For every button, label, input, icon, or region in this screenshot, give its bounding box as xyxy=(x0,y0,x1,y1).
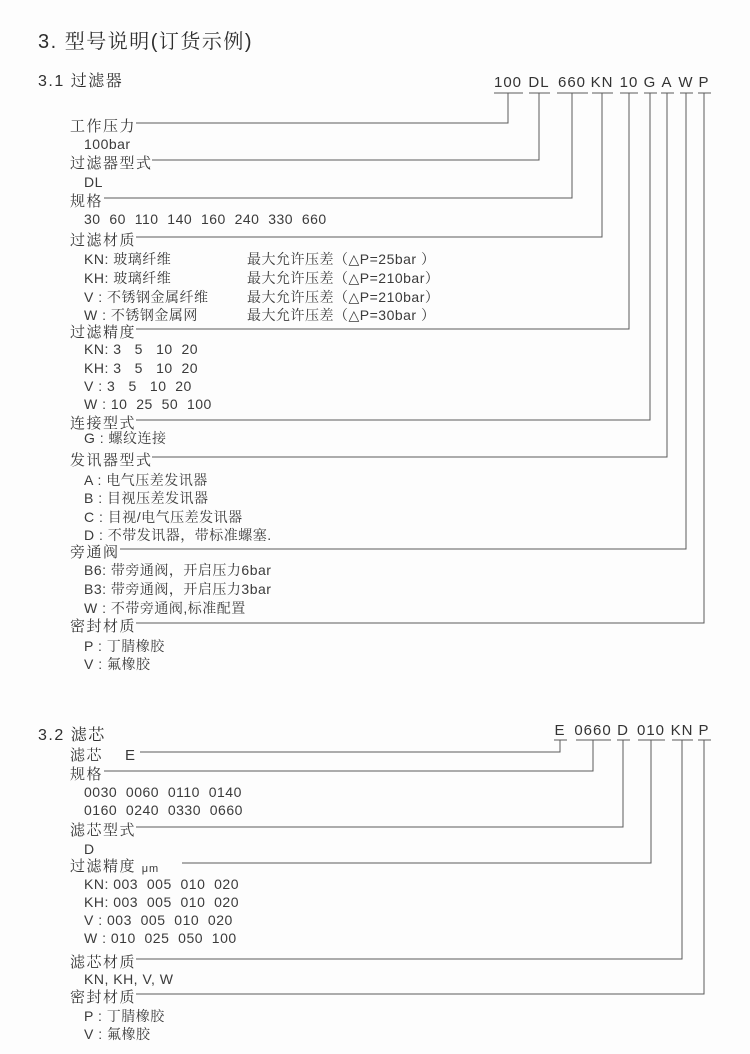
field-label-element xyxy=(70,744,137,765)
field-label-working-pressure: 工作压力 xyxy=(70,118,137,135)
option-row-accuracy-kh: KH: 3 5 10 20 xyxy=(84,360,199,376)
element-label-text: 滤芯 xyxy=(70,747,104,764)
field-label-indicator: 发讯器型式 xyxy=(70,452,153,469)
option-row-element-size-1: 0030 0060 0110 0140 xyxy=(84,784,242,800)
field-value-size: 30 60 110 140 160 240 330 660 xyxy=(84,211,327,227)
accuracy-unit: μm xyxy=(141,863,160,875)
option-row-bypass-b3: B3: 带旁通阀，开启压力3bar xyxy=(84,581,272,597)
element-code-segment-accuracy: 010 xyxy=(636,722,666,739)
model-code-segment-pressure: 100 xyxy=(493,74,523,91)
option-col-pressure: 最大允许压差（△P=210bar） xyxy=(247,270,440,286)
model-code-segment-type: DL xyxy=(528,74,550,91)
field-label-media: 过滤材质 xyxy=(70,232,137,249)
element-code-segment-material: KN xyxy=(670,722,694,739)
option-row-element-accuracy-kn: KN: 003 005 010 020 xyxy=(84,876,239,892)
field-label-element-accuracy xyxy=(70,855,159,876)
option-row-media-kh xyxy=(84,268,440,288)
field-label-element-size: 规格 xyxy=(70,766,104,783)
model-code-segment-accuracy: 10 xyxy=(619,74,639,91)
field-label-accuracy: 过滤精度 xyxy=(70,324,137,341)
option-row-bypass-b6: B6: 带旁通阀，开启压力6bar xyxy=(84,562,272,578)
option-row-element-accuracy-kh: KH: 003 005 010 020 xyxy=(84,894,239,910)
option-col-pressure: 最大允许压差（△P=30bar ） xyxy=(247,307,436,323)
option-row-element-seal-p: P : 丁腈橡胶 xyxy=(84,1008,165,1024)
option-row-seal-p: P : 丁腈橡胶 xyxy=(84,638,165,654)
option-row-indicator-a: A : 电气压差发讯器 xyxy=(84,472,208,488)
element-code-segment-type: D xyxy=(617,722,629,739)
model-code-segment-connection: G xyxy=(643,74,657,91)
field-value-element-material: KN, KH, V, W xyxy=(84,971,174,987)
field-label-size: 规格 xyxy=(70,193,104,210)
option-row-media-kn xyxy=(84,249,436,269)
field-label-seal: 密封材质 xyxy=(70,618,137,635)
section-3-2-heading: 3.2 滤芯 xyxy=(38,727,106,744)
field-label-connection: 连接型式 xyxy=(70,415,137,432)
option-row-accuracy-w: W : 10 25 50 100 xyxy=(84,396,212,412)
option-row-element-accuracy-w: W : 010 025 050 100 xyxy=(84,930,237,946)
field-label-filter-type: 过滤器型式 xyxy=(70,155,153,172)
option-row-connection-g: G : 螺纹连接 xyxy=(84,430,167,446)
option-row-element-accuracy-v: V : 003 005 010 020 xyxy=(84,912,233,928)
option-col-pressure: 最大允许压差（△P=210bar） xyxy=(247,289,440,305)
option-col-material: KN: 玻璃纤维 xyxy=(84,251,172,267)
field-label-element-material: 滤芯材质 xyxy=(70,954,137,971)
model-code-segment-indicator: A xyxy=(661,74,673,91)
element-label-code: E xyxy=(125,747,137,764)
field-value-filter-type: DL xyxy=(84,174,103,190)
option-col-material: W : 不锈钢金属网 xyxy=(84,307,198,323)
element-code-segment-seal: P xyxy=(698,722,710,739)
field-label-bypass: 旁通阀 xyxy=(70,544,120,561)
field-value-element-type: D xyxy=(84,841,95,857)
option-row-element-size-2: 0160 0240 0330 0660 xyxy=(84,802,243,818)
option-row-media-v xyxy=(84,287,440,307)
option-row-element-seal-v: V : 氟橡胶 xyxy=(84,1026,151,1042)
field-value-working-pressure: 100bar xyxy=(84,136,131,152)
model-code-segment-seal: P xyxy=(698,74,710,91)
option-row-accuracy-v: V : 3 5 10 20 xyxy=(84,378,192,394)
option-col-pressure: 最大允许压差（△P=25bar ） xyxy=(247,251,436,267)
element-code-segment-size: 0660 xyxy=(574,722,612,739)
option-row-seal-v: V : 氟橡胶 xyxy=(84,656,151,672)
option-col-material: KH: 玻璃纤维 xyxy=(84,270,172,286)
field-label-element-seal: 密封材质 xyxy=(70,989,137,1006)
page-title: 3. 型号说明(订货示例) xyxy=(38,31,254,53)
option-row-indicator-c: C : 目视/电气压差发讯器 xyxy=(84,509,243,525)
option-row-accuracy-kn: KN: 3 5 10 20 xyxy=(84,341,199,357)
field-label-element-type: 滤芯型式 xyxy=(70,822,137,839)
model-code-segment-bypass: W xyxy=(678,74,694,91)
option-row-indicator-d: D : 不带发讯器，带标准螺塞. xyxy=(84,527,272,543)
accuracy-label-text: 过滤精度 xyxy=(70,858,137,875)
model-code-segment-media: KN xyxy=(590,74,614,91)
element-code-segment-element: E xyxy=(554,722,566,739)
option-row-indicator-b: B : 目视压差发讯器 xyxy=(84,490,209,506)
option-row-bypass-w: W : 不带旁通阀,标准配置 xyxy=(84,600,246,616)
model-code-segment-size: 660 xyxy=(557,74,587,91)
section-3-1-heading: 3.1 过滤器 xyxy=(38,73,124,90)
option-col-material: V : 不锈钢金属纤维 xyxy=(84,289,209,305)
